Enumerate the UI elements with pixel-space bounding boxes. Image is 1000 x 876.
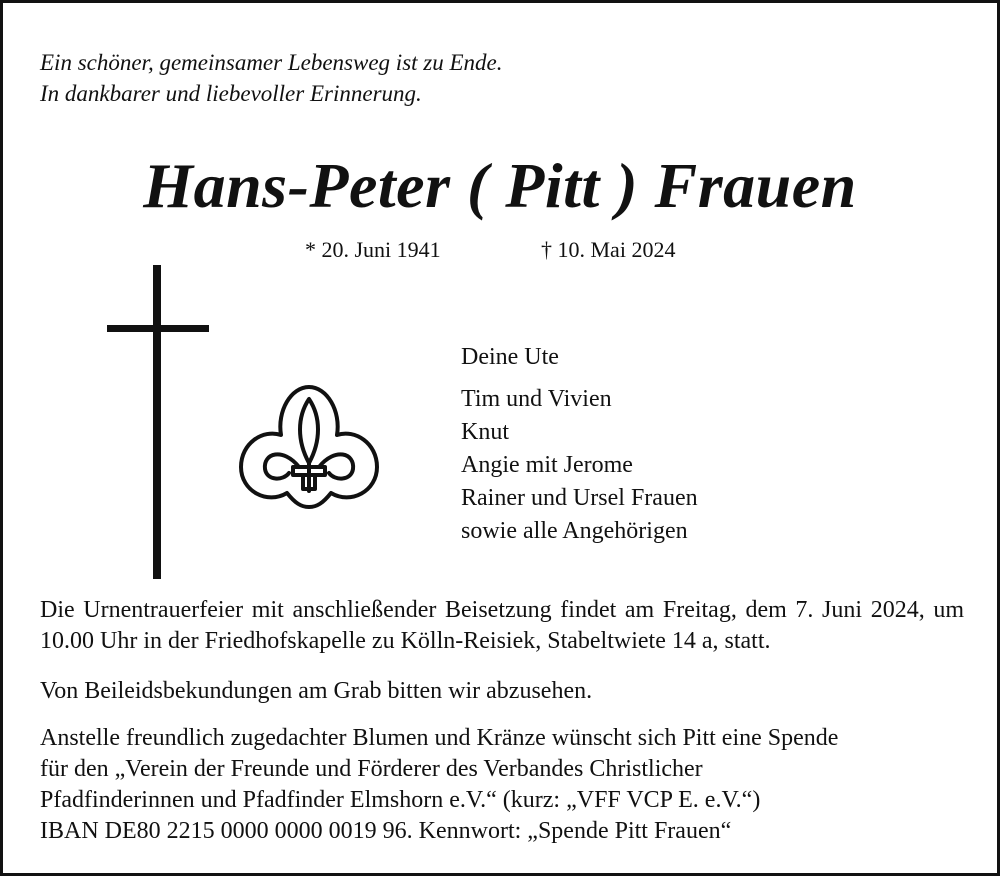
donation-line: Pfadfinderinnen und Pfadfinder Elmshorn e.V.“ (kurz: „VFF VCP E. e.V.“) xyxy=(40,787,761,813)
death-date: † 10. Mai 2024 xyxy=(541,237,676,262)
fleur-de-lis-icon xyxy=(233,381,385,513)
cross-icon xyxy=(103,265,213,581)
intro-line: In dankbarer und liebevoller Erinnerung. xyxy=(40,81,422,106)
mourner: Tim und Vivien xyxy=(461,386,612,412)
intro-line: Ein schöner, gemeinsamer Lebensweg ist zu Ende. xyxy=(40,50,503,75)
mourner: Angie mit Jerome xyxy=(461,452,633,478)
ceremony-info: Die Urnentrauerfeier mit anschließender Beisetzung findet am Freitag, dem 7. Juni 2024, um 10.00 Uhr in der Friedhofskapelle zu Kölln-Reisiek, Stabeltwiete 14 a, statt. xyxy=(40,597,964,654)
donation-info xyxy=(40,723,964,847)
mourners-list xyxy=(461,341,698,548)
donation-line: IBAN DE80 2215 0000 0000 0019 96. Kennwort: „Spende Pitt Frauen“ xyxy=(40,818,732,844)
donation-line: für den „Verein der Freunde und Förderer des Verbandes Christlicher xyxy=(40,756,703,782)
mourner: Rainer und Ursel Frauen xyxy=(461,485,698,511)
birth-date: * 20. Juni 1941 xyxy=(305,237,441,262)
intro-text xyxy=(40,47,503,109)
mourner: Knut xyxy=(461,419,509,445)
donation-line: Anstelle freundlich zugedachter Blumen und Kränze wünscht sich Pitt eine Spende xyxy=(40,725,839,751)
mourner: Deine Ute xyxy=(461,344,559,370)
condolence-note: Von Beileidsbekundungen am Grab bitten wir abzusehen. xyxy=(40,678,593,704)
mourner: sowie alle Angehörigen xyxy=(461,518,688,544)
deceased-name: Hans-Peter ( Pitt ) Frauen xyxy=(143,150,857,221)
